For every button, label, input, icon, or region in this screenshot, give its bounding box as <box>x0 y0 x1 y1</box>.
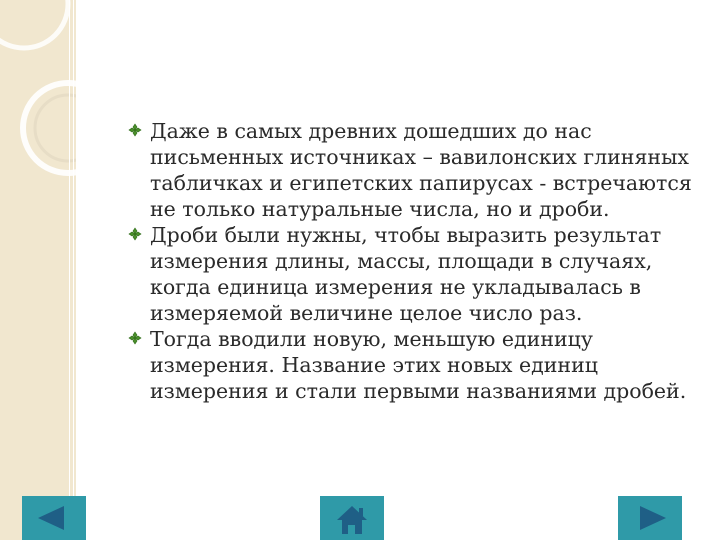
bullet-text: Дроби были нужны, чтобы выразить результат измерения длины, массы, площади в случаях, когда единица измерения не укладывалась в измеряемой величине целое число раз. <box>150 223 662 325</box>
next-slide-button[interactable] <box>618 496 682 540</box>
bullet-item <box>124 118 714 222</box>
diamond-bullet-icon <box>128 227 142 241</box>
arrow-left-icon <box>22 496 86 540</box>
decorative-sidebar <box>0 0 76 540</box>
home-icon <box>320 496 384 540</box>
bullet-item <box>124 326 714 404</box>
home-button[interactable] <box>320 496 384 540</box>
diamond-bullet-icon <box>128 331 142 345</box>
diamond-bullet-icon <box>128 123 142 137</box>
bullet-item <box>124 222 714 326</box>
previous-slide-button[interactable] <box>22 496 86 540</box>
decorative-circles <box>0 0 76 540</box>
sidebar-divider <box>69 0 70 540</box>
slide-content <box>124 118 714 404</box>
bullet-text: Тогда вводили новую, меньшую единицу измерения. Название этих новых единиц измерения и стали первыми названиями дробей. <box>150 327 687 403</box>
bullet-text: Даже в самых древних дошедших до нас письменных источниках – вавилонских глиняных табличках и египетских папирусах - встречаются не только натуральные числа, но и дроби. <box>150 119 692 221</box>
sidebar-divider <box>73 0 74 540</box>
arrow-right-icon <box>618 496 682 540</box>
